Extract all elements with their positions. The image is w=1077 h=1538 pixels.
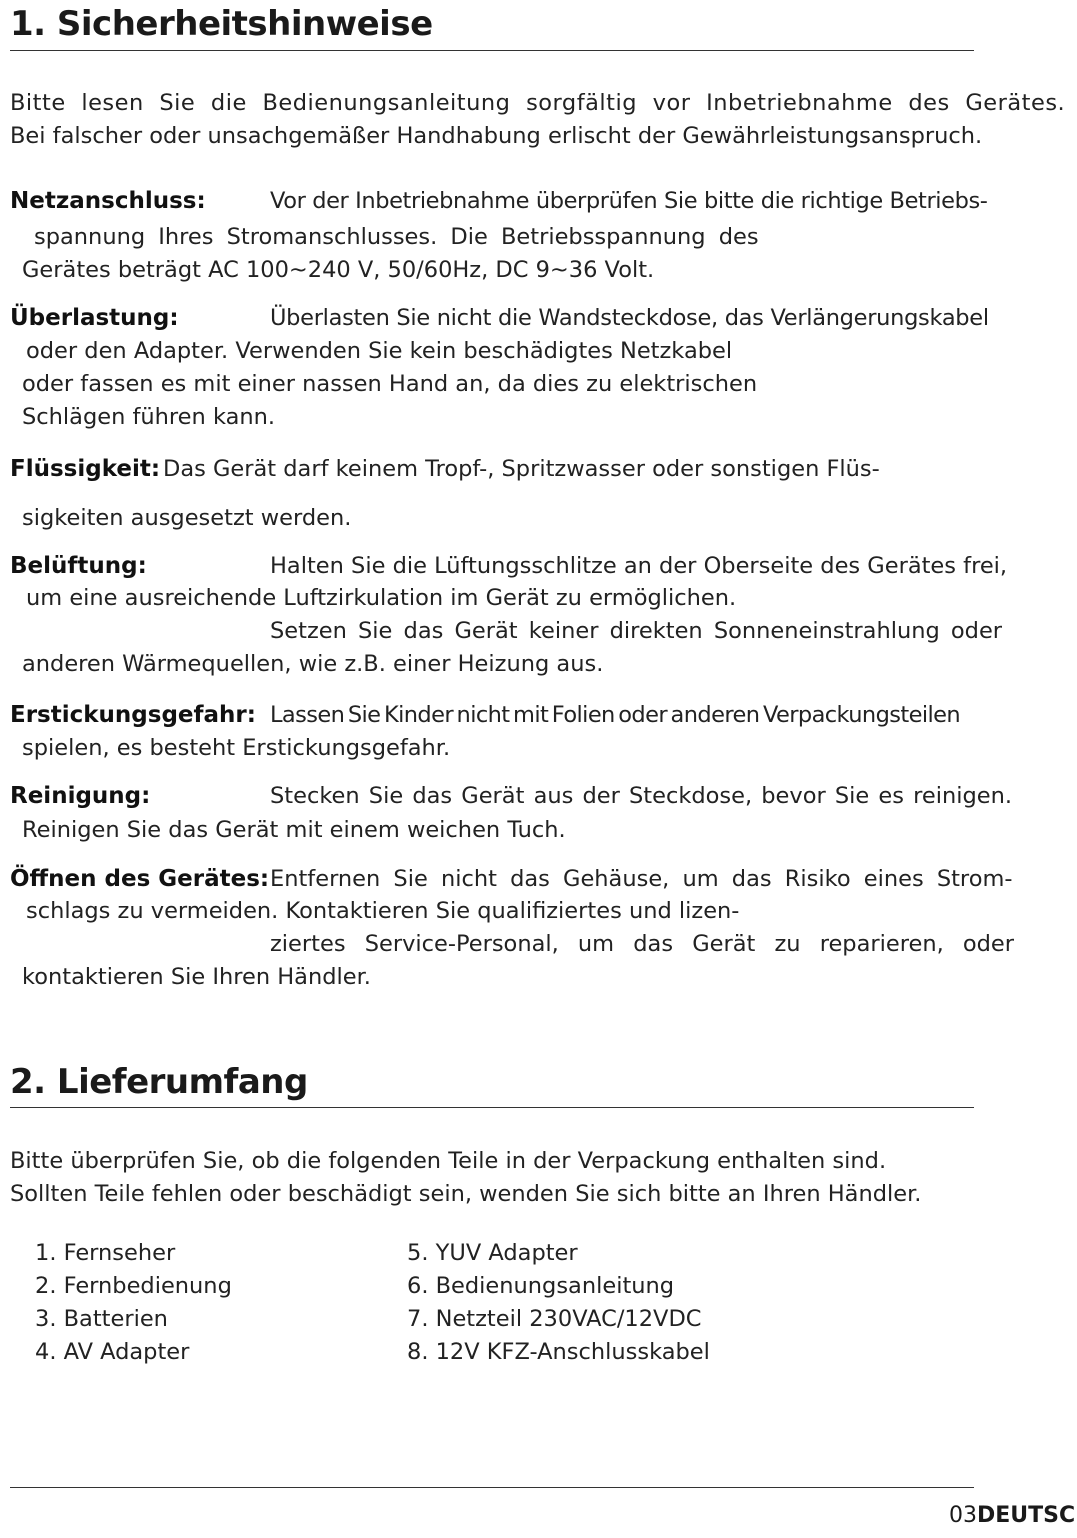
footer bbox=[949, 1503, 1075, 1528]
oeff-line-3: ziertes Service-Personal, um das Gerät zu reparieren, oder bbox=[270, 931, 1015, 957]
ueber-line-3: oder fassen es mit einer nassen Hand an, da dies zu elektrischen bbox=[22, 371, 758, 397]
oeff-line-4: kontaktieren Sie Ihren Händler. bbox=[22, 964, 371, 990]
label-oeffnen: Öffnen des Gerätes: bbox=[10, 866, 270, 892]
ueber-line-1: Überlasten Sie nicht die Wandsteckdose, das Verlängerungskabel bbox=[270, 305, 989, 331]
belueft-line-4: anderen Wärmequellen, wie z.B. einer Heizung aus. bbox=[22, 651, 604, 677]
intro-line-1: Bitte lesen Sie die Bedienungsanleitung sorgfältig vor Inbetriebnahme des Gerätes. bbox=[10, 90, 1066, 116]
ueber-line-2: oder den Adapter. Verwenden Sie kein beschädigtes Netzkabel bbox=[26, 338, 733, 364]
list-item: 7. Netzteil 230VAC/12VDC bbox=[407, 1306, 702, 1332]
footer-divider bbox=[10, 1487, 974, 1488]
ueber-line-4: Schlägen führen kann. bbox=[22, 404, 276, 430]
list-item: 6. Bedienungsanleitung bbox=[407, 1273, 675, 1299]
list-item: 3. Batterien bbox=[35, 1306, 168, 1332]
label-erstickungsgefahr: Erstickungsgefahr: bbox=[10, 702, 256, 728]
oeff-line-2: schlags zu vermeiden. Kontaktieren Sie qualifiziertes und lizen- bbox=[26, 898, 740, 924]
belueft-line-2: um eine ausreichende Luftzirkulation im Gerät zu ermöglichen. bbox=[26, 585, 737, 611]
ersti-line-2: spielen, es besteht Erstickungsgefahr. bbox=[22, 735, 451, 761]
label-ueberlastung: Überlastung: bbox=[10, 305, 179, 331]
section-title-safety: 1. Sicherheitshinweise bbox=[10, 4, 433, 44]
list-item: 2. Fernbedienung bbox=[35, 1273, 232, 1299]
list-item: 1. Fernseher bbox=[35, 1240, 176, 1266]
section-divider bbox=[10, 50, 974, 51]
label-belueftung: Belüftung: bbox=[10, 553, 147, 579]
delivery-intro-line-1: Bitte überprüfen Sie, ob die folgenden Teile in der Verpackung enthalten sind. bbox=[10, 1148, 887, 1174]
netz-line-3: Gerätes beträgt AC 100~240 V, 50/60Hz, DC 9~36 Volt. bbox=[22, 257, 655, 283]
page-number: 03 bbox=[949, 1503, 977, 1528]
belueft-line-3: Setzen Sie das Gerät keiner direkten Sonneneinstrahlung oder bbox=[270, 618, 1003, 644]
fluess-line-1: Das Gerät darf keinem Tropf-, Spritzwasser oder sonstigen Flüs- bbox=[163, 456, 880, 482]
ersti-line-1: Lassen Sie Kinder nicht mit Folien oder anderen Verpackungsteilen bbox=[270, 702, 961, 728]
fluess-line-2: sigkeiten ausgesetzt werden. bbox=[22, 505, 352, 531]
delivery-intro-line-2: Sollten Teile fehlen oder beschädigt sein, wenden Sie sich bitte an Ihren Händler. bbox=[10, 1181, 922, 1207]
label-fluessigkeit: Flüssigkeit: bbox=[10, 456, 161, 482]
netz-line-1: Vor der Inbetriebnahme überprüfen Sie bitte die richtige Betriebs- bbox=[270, 188, 988, 214]
netz-line-2: spannung Ihres Stromanschlusses. Die Betriebsspannung des bbox=[34, 224, 759, 250]
section-title-delivery: 2. Lieferumfang bbox=[10, 1062, 308, 1102]
belueft-line-1: Halten Sie die Lüftungsschlitze an der Oberseite des Gerätes frei, bbox=[270, 553, 1008, 579]
section-divider bbox=[10, 1107, 974, 1108]
list-item: 8. 12V KFZ-Anschlusskabel bbox=[407, 1339, 710, 1365]
language-label: DEUTSC bbox=[977, 1503, 1076, 1528]
label-reinigung: Reinigung: bbox=[10, 783, 151, 809]
label-netzanschluss: Netzanschluss: bbox=[10, 188, 206, 214]
rein-line-2: Reinigen Sie das Gerät mit einem weichen Tuch. bbox=[22, 817, 566, 843]
oeff-line-1: Entfernen Sie nicht das Gehäuse, um das Risiko eines Strom- bbox=[270, 866, 1013, 892]
list-item: 5. YUV Adapter bbox=[407, 1240, 578, 1266]
intro-text bbox=[10, 90, 1066, 116]
rein-line-1: Stecken Sie das Gerät aus der Steckdose, bevor Sie es reinigen. bbox=[270, 783, 1013, 809]
list-item: 4. AV Adapter bbox=[35, 1339, 190, 1365]
intro-line-2: Bei falscher oder unsachgemäßer Handhabung erlischt der Gewährleistungsanspruch. bbox=[10, 123, 983, 149]
